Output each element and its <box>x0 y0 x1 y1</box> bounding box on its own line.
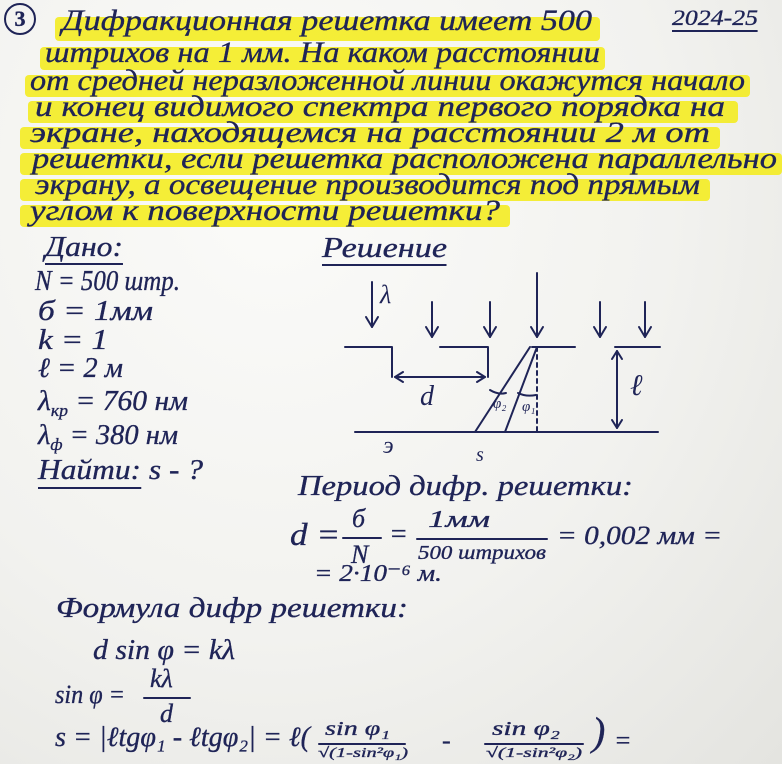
fraction-numerator: sin φ₂ <box>492 718 560 740</box>
given-item: $\lambda_ф = 380$ нм <box>38 420 178 454</box>
equals-sign: = <box>614 726 632 755</box>
find-label: Найти: <box>38 455 141 489</box>
grating-equation: d sin φ = kλ <box>93 635 235 666</box>
wavelength-label: λ <box>380 280 392 309</box>
given-item: k = 1 <box>38 325 108 356</box>
problem-line: от средней неразложенной линии окажутся начало <box>30 64 745 97</box>
fraction-denominator: 500 штрихов <box>418 542 546 564</box>
light-arrow <box>531 273 543 337</box>
problem-line: экрану, а освещение производится под прямым <box>35 168 700 201</box>
offset-label: s <box>476 444 484 466</box>
given-item: б = 1мм <box>38 296 154 327</box>
problem-line: Дифракционная решетка имеет 500 <box>62 4 592 37</box>
find-line <box>38 457 203 485</box>
angle-arc <box>490 390 506 394</box>
period-result-si: = 2·10⁻⁶ м. <box>314 561 442 587</box>
closing-paren: ) <box>592 709 606 754</box>
find-value: s - ? <box>148 455 203 486</box>
sin-lhs: sin φ = <box>55 680 125 709</box>
grating-diagram <box>340 265 670 470</box>
light-arrow <box>426 302 438 337</box>
light-arrow <box>594 302 606 337</box>
given-item: $\lambda_{кр} = 760$ нм <box>38 386 188 420</box>
distance-dimension <box>612 351 622 428</box>
light-arrow <box>484 302 496 337</box>
light-arrow <box>639 302 651 337</box>
problem-line: и конец видимого спектра первого порядка на <box>35 90 725 123</box>
period-heading: Период дифр. решетки: <box>298 471 633 502</box>
year-label: 2024-25 <box>672 5 758 30</box>
problem-line: штрихов на 1 мм. На каком расстоянии <box>45 36 600 69</box>
period-label: d <box>420 381 434 412</box>
light-arrow <box>366 282 378 327</box>
distance-label: ℓ <box>630 369 643 402</box>
minus-sign: - <box>442 726 451 755</box>
angle-label-phi1: φ₁ <box>522 399 536 415</box>
fraction-bar <box>484 743 584 745</box>
screen-label: э <box>383 433 394 459</box>
problem-line: углом к поверхности решетки? <box>30 194 500 227</box>
fraction-numerator: 1мм <box>428 507 490 533</box>
fraction-denominator: √(1-sin²φ₁) <box>318 746 408 761</box>
fraction-denominator: N <box>351 540 369 569</box>
given-heading: Дано: <box>45 232 123 263</box>
fraction-bar <box>342 537 382 539</box>
problem-line: экране, находящемся на расстоянии 2 м от <box>30 116 710 149</box>
equals-sign: = <box>389 519 408 550</box>
formula-heading: Формула дифр решетки: <box>56 593 408 624</box>
grating <box>345 347 660 377</box>
period-dimension <box>395 372 485 382</box>
period-lhs: d = <box>290 516 340 552</box>
angle-arc <box>518 393 536 396</box>
s-expression: s = |ℓtgφ₁ - ℓtgφ₂| = ℓ( <box>55 722 310 753</box>
given-item: ℓ = 2 м <box>38 353 123 384</box>
given-item: N = 500 штр. <box>35 266 180 297</box>
period-result: = 0,002 мм = <box>557 521 722 550</box>
fraction-numerator: б <box>352 504 366 533</box>
solution-heading: Решение <box>322 233 447 264</box>
fraction-bar <box>416 538 548 540</box>
fraction-denominator: √(1-sin²φ₂) <box>486 746 582 761</box>
fraction-numerator: sin φ₁ <box>325 718 390 740</box>
problem-number: 3 <box>4 3 36 35</box>
fraction-denominator: d <box>160 699 173 728</box>
fraction-numerator: kλ <box>150 664 173 693</box>
angle-label-phi2: φ₂ <box>493 396 507 412</box>
fraction-bar <box>318 743 406 745</box>
problem-line: решетки, если решетка расположена параллельно <box>32 142 777 175</box>
